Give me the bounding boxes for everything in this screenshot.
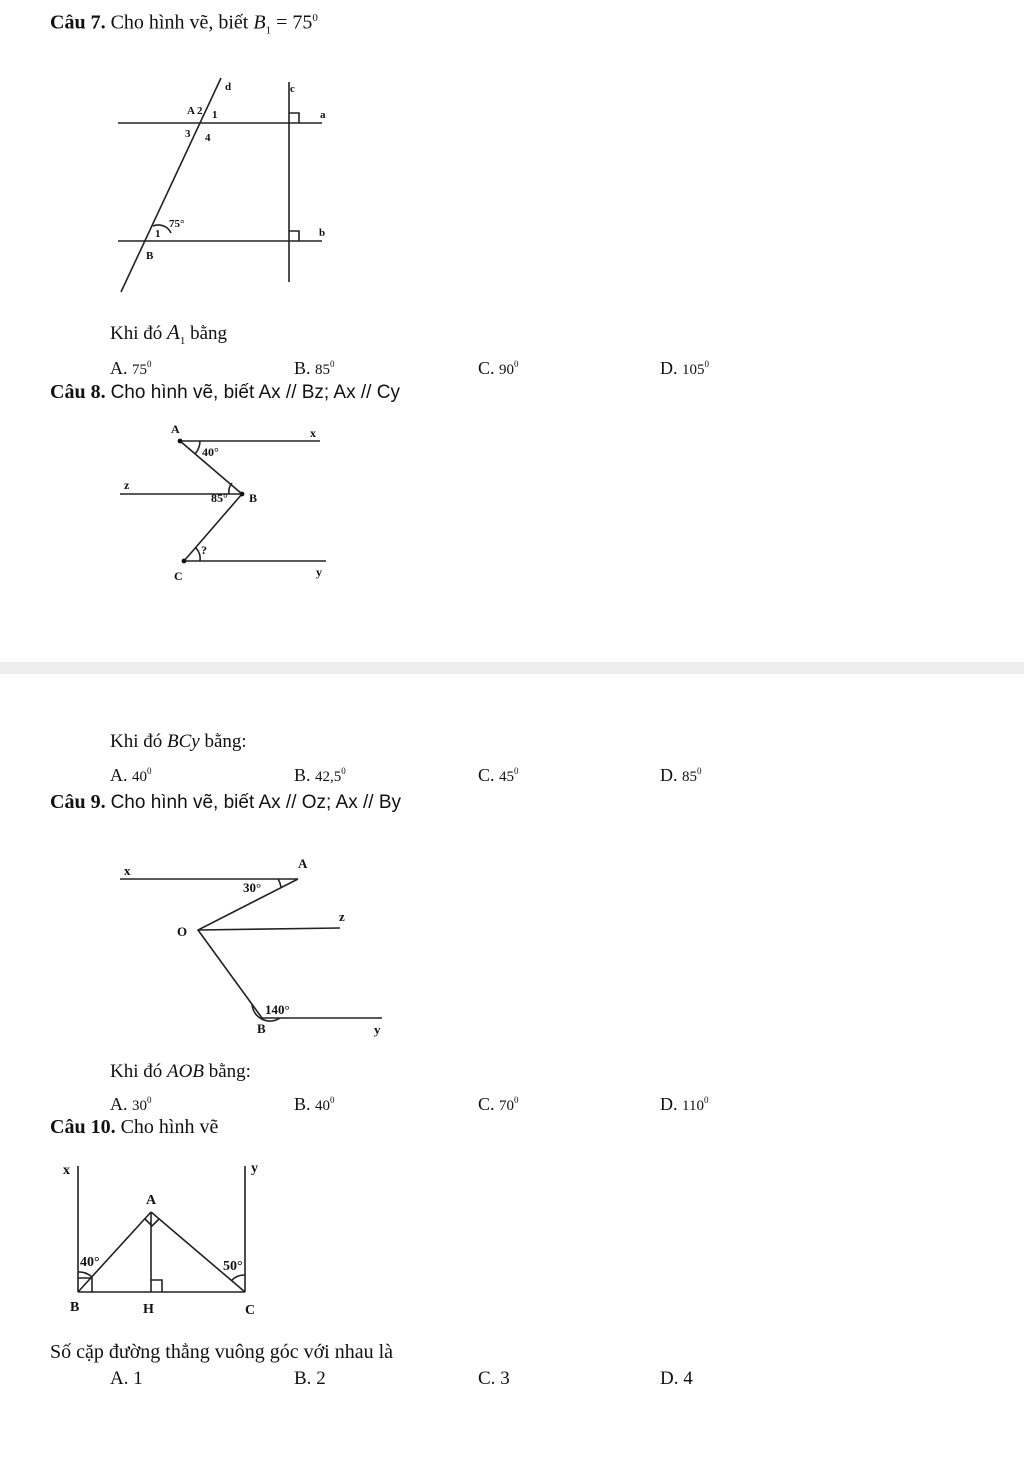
question-7-ask-prefix: Khi đó [110,323,163,344]
angle-arc-b [78,1272,92,1277]
question-10-ask: Số cặp đường thẳng vuông góc với nhau là [50,1341,394,1363]
question-9-option-a[interactable] [110,1089,152,1117]
label-z: z [339,909,345,924]
question-7-text: Cho hình vẽ, biết [110,11,249,34]
option-value: 42,5 [315,769,342,785]
option-label: C. [478,1368,496,1389]
option-label: B. [294,765,311,785]
page-separator [0,662,1024,674]
option-label: B. [294,1094,311,1114]
label-point-b: B [70,1300,80,1315]
option-degree: 0 [704,359,709,369]
option-label: C. [478,1094,495,1114]
option-degree: 0 [514,766,519,776]
label-point-a: A [146,1193,157,1208]
angle-arc-c [231,1275,245,1281]
option-value: 90 [499,362,515,378]
option-label: B. [294,358,311,378]
label-point-o: O [177,924,188,939]
option-degree: 0 [147,359,152,369]
question-7-option-d[interactable] [660,353,709,381]
question-7-heading [50,6,318,43]
option-value: 40 [132,769,147,785]
question-9-number: Câu 9. [50,791,106,813]
label-x: x [310,426,316,440]
question-7-ask [110,320,227,353]
option-label: C. [478,765,495,785]
question-9-ask-prefix: Khi đó [110,1061,163,1082]
question-8-ask [110,730,247,754]
option-label: A. [110,765,128,785]
option-value: 85 [315,362,331,378]
question-7-given-degree: 0 [312,12,318,24]
label-angle-75: 75° [169,218,185,230]
option-label: A. [110,1368,129,1389]
question-7-option-c[interactable] [478,353,519,381]
question-7-given-value: = 75 [276,11,313,34]
option-value: 45 [499,769,515,785]
option-label: D. [660,1368,679,1389]
option-degree: 0 [330,1095,335,1105]
label-x: x [124,863,131,878]
option-degree: 0 [341,766,346,776]
option-degree: 0 [147,1095,152,1105]
angle-arc-a [278,879,281,888]
question-9-option-b[interactable] [294,1089,335,1117]
label-z: z [124,478,130,492]
question-8-option-d[interactable] [660,760,702,788]
option-label: A. [110,1094,128,1114]
question-8-option-b[interactable] [294,760,346,788]
option-value: 30 [132,1098,147,1114]
question-7-option-a[interactable] [110,353,152,381]
angle-arc-c [196,548,200,561]
option-label: B. [294,1368,312,1389]
question-7-number: Câu 7. [50,11,106,34]
option-label: A. [110,358,128,378]
segments-ao-ob [198,879,298,1018]
label-angle-40: 40° [202,445,219,459]
question-10-text: Cho hình vẽ [120,1116,219,1138]
question-10-option-c[interactable] [478,1368,510,1390]
label-point-c: C [174,569,183,583]
label-point-a: A [171,422,180,436]
segment-ac [151,1212,245,1292]
question-8-number: Câu 8. [50,381,106,403]
label-angle-50: 50° [223,1259,243,1274]
ray-oz [198,928,340,930]
right-angle-mark-a [145,1219,159,1226]
label-angle-4: 4 [205,132,211,144]
segments-ab-bc [180,441,242,561]
option-degree: 0 [514,359,519,369]
label-angle-140: 140° [265,1002,290,1017]
question-10-option-d[interactable] [660,1368,693,1390]
label-point-a: A [187,105,195,117]
question-9-text: Cho hình vẽ, biết Ax // Oz; Ax // By [110,792,401,813]
question-9-option-d[interactable] [660,1089,708,1117]
question-7-given-subscript: 1 [265,24,272,37]
label-angle-40: 40° [80,1255,100,1270]
option-degree: 0 [697,766,702,776]
angle-arc-b1 [153,225,171,233]
point-a-dot [178,439,183,444]
question-7-ask-suffix: bằng [190,323,228,344]
question-10-option-b[interactable] [294,1368,326,1390]
label-b: b [319,227,326,239]
option-value: 40 [315,1098,331,1114]
question-10-number: Câu 10. [50,1116,116,1138]
question-9-ask-suffix: bằng: [208,1061,251,1082]
question-9-heading [50,790,401,815]
angle-arc-b [252,1004,280,1021]
label-angle-30: 30° [243,880,262,895]
question-7-ask-subscript: 1 [179,334,186,347]
label-a: a [320,109,326,121]
option-degree: 0 [147,766,152,776]
point-b-dot [240,492,245,497]
label-x: x [63,1163,70,1178]
option-value: 3 [500,1368,510,1389]
question-8-option-a[interactable] [110,760,152,788]
option-value: 1 [133,1368,143,1389]
option-value: 85 [682,769,697,785]
option-value: 4 [683,1368,693,1389]
question-9-option-c[interactable] [478,1089,519,1117]
right-angle-mark-a [289,113,299,123]
right-angle-mark-h [151,1280,162,1292]
question-8-ask-symbol: BCy [167,731,200,752]
option-degree: 0 [330,359,335,369]
question-7-ask-symbol: A [167,320,180,344]
label-angle-2: 2 [197,105,203,117]
question-9-ask-symbol: AOB [167,1061,204,1082]
label-angle-b1: 1 [155,228,161,240]
label-point-h: H [143,1302,154,1317]
label-y: y [374,1022,381,1037]
label-y: y [316,565,322,579]
label-angle-85: 85° [211,491,228,505]
option-value: 70 [499,1098,515,1114]
option-label: C. [478,358,495,378]
question-9-ask [110,1060,251,1084]
angle-arc-a [195,441,200,454]
question-7-option-b[interactable] [294,353,335,381]
question-8-text: Cho hình vẽ, biết Ax // Bz; Ax // Cy [110,382,400,403]
label-point-b: B [257,1021,266,1036]
label-point-a: A [298,856,308,871]
option-label: D. [660,358,678,378]
label-question-mark: ? [201,543,207,557]
right-angle-mark-b [289,231,299,241]
label-point-b: B [146,250,154,262]
question-8-ask-prefix: Khi đó [110,731,163,752]
question-10-option-a[interactable] [110,1368,143,1390]
point-c-dot [182,559,187,564]
angle-arc-b [229,483,232,494]
option-value: 110 [682,1098,704,1114]
label-y: y [251,1161,258,1176]
segment-ba [78,1212,151,1292]
option-label: D. [660,765,678,785]
option-degree: 0 [703,1095,709,1105]
question-8-option-c[interactable] [478,760,519,788]
label-d: d [225,81,232,93]
question-8-heading [50,380,400,405]
question-8-ask-suffix: bằng: [204,731,247,752]
question-7-given-symbol: B [253,11,266,34]
option-label: D. [660,1094,678,1114]
label-c: c [290,83,295,95]
line-d [121,78,221,292]
label-angle-1: 1 [212,109,218,121]
option-value: 2 [316,1368,326,1389]
question-10-heading [50,1115,218,1139]
option-degree: 0 [514,1095,519,1105]
option-value: 105 [682,362,705,378]
label-point-b: B [249,491,258,505]
right-angle-mark-b [78,1278,92,1292]
label-angle-3: 3 [185,128,191,140]
option-value: 75 [132,362,147,378]
label-point-c: C [245,1303,256,1318]
